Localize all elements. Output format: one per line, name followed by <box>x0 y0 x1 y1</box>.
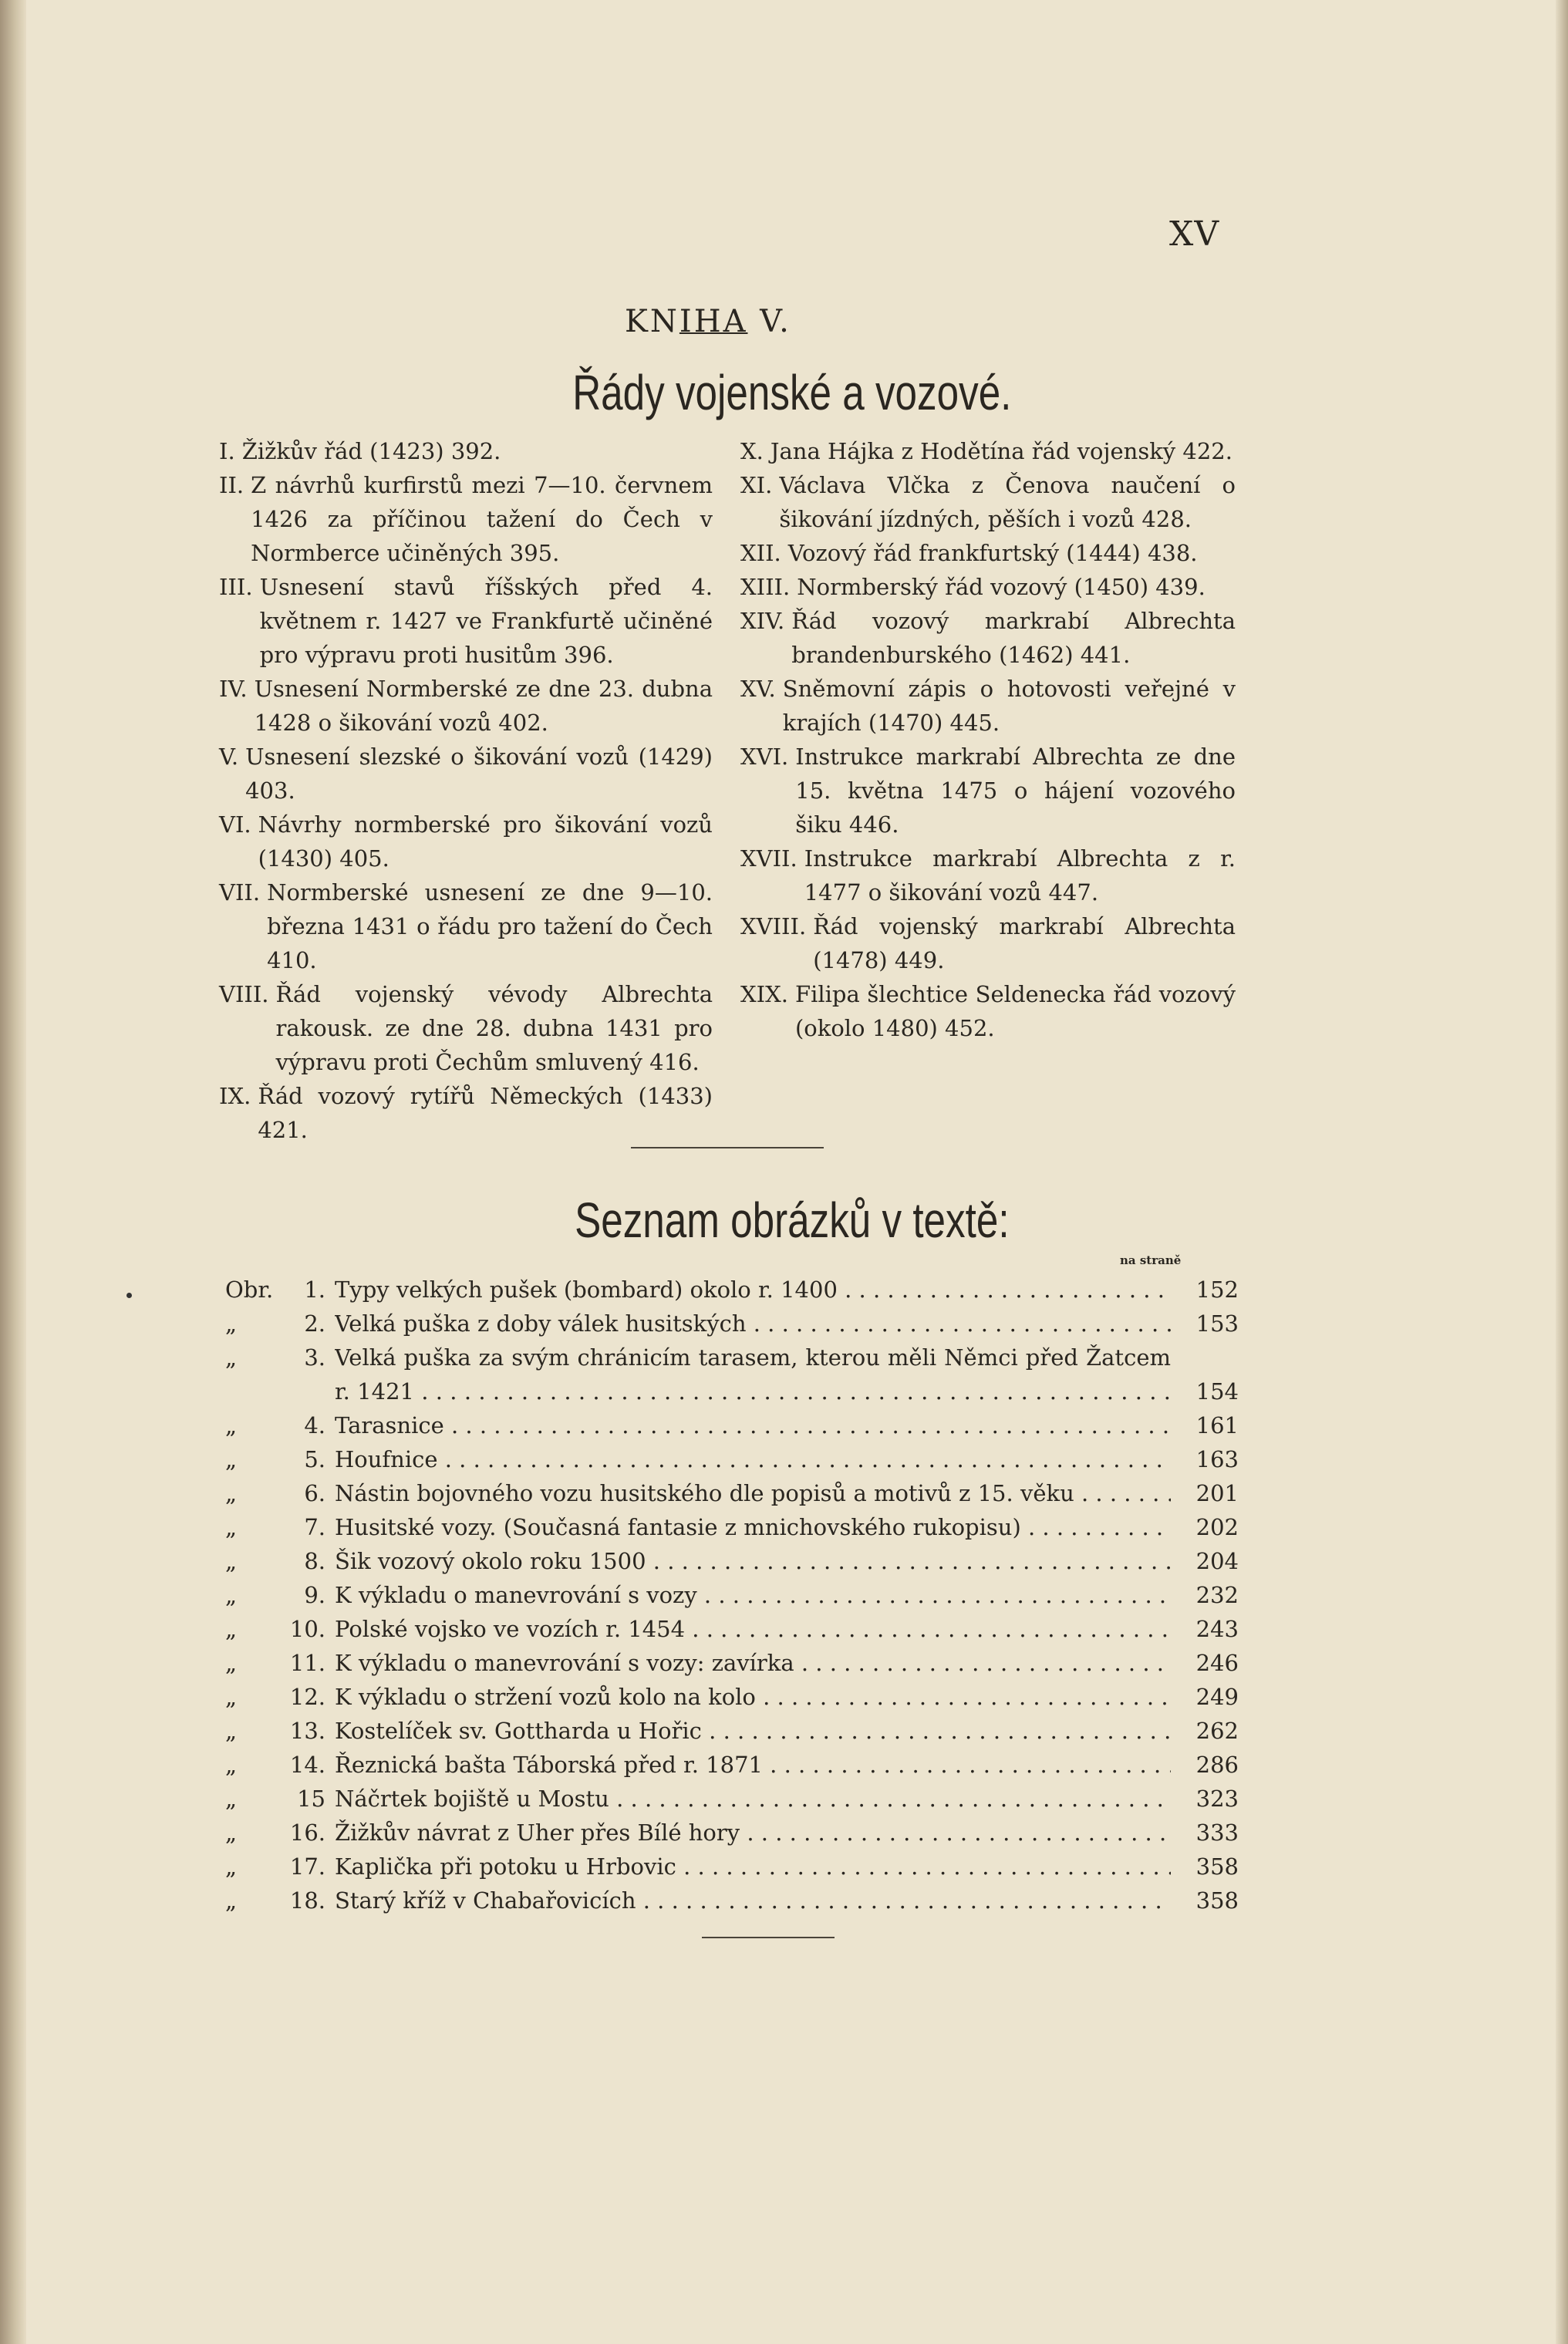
figure-number: 2. <box>304 1310 325 1337</box>
page-edge-shadow <box>1556 0 1568 2344</box>
figure-title: Šik vozový okolo roku 1500 . . . <box>335 1544 1171 1578</box>
figure-number: 8. <box>304 1548 325 1574</box>
figure-title: Starý kříž v Chabařovicích . . . <box>335 1884 1171 1917</box>
order-number: XIII. <box>740 574 791 600</box>
figure-row <box>225 1273 1239 1307</box>
figure-page: 262 <box>1195 1718 1239 1744</box>
figure-row <box>225 1476 1239 1510</box>
order-text: Vozový řád frankfurtský (1444) 438. <box>787 540 1198 566</box>
figure-number: 13. <box>289 1718 325 1744</box>
end-divider <box>702 1937 835 1938</box>
order-text: Řád vozový rytířů Německých (1433) 421. <box>258 1083 713 1143</box>
figure-number: 16. <box>289 1820 325 1846</box>
book-heading-suffix: V. <box>747 304 791 339</box>
figure-title: Kaplička při potoku u Hrbovic . . . <box>335 1850 1171 1884</box>
figure-row <box>225 1341 1239 1408</box>
order-item <box>740 909 1236 977</box>
figure-number: 14. <box>289 1752 325 1778</box>
order-number: X. <box>740 438 764 464</box>
figure-number: 10. <box>289 1616 325 1642</box>
order-item <box>219 468 713 570</box>
figure-prefix: „ <box>225 1310 238 1337</box>
figure-prefix: „ <box>225 1514 238 1540</box>
figure-page: 286 <box>1195 1752 1239 1778</box>
order-text: Instrukce markrabí Albrechta z r. 1477 o šikování vozů 447. <box>804 845 1236 906</box>
figure-page: 323 <box>1195 1786 1239 1812</box>
figure-title: K výkladu o manevrování s vozy: zavírka . . . <box>335 1646 1171 1680</box>
figure-page: 152 <box>1195 1277 1239 1303</box>
order-item <box>219 570 713 672</box>
figure-row <box>225 1646 1239 1680</box>
order-item <box>219 434 713 468</box>
figure-number: 4. <box>304 1412 325 1438</box>
figure-prefix: „ <box>225 1887 238 1914</box>
section-title: Řády vojenské a vozové. <box>572 365 1012 420</box>
figure-number: 3. <box>304 1344 325 1371</box>
figure-title: Náčrtek bojiště u Mostu . . . <box>335 1782 1171 1816</box>
figure-number: 9. <box>304 1582 325 1608</box>
order-item <box>740 536 1236 570</box>
order-number: XII. <box>740 540 781 566</box>
figure-number: 15 <box>297 1786 325 1812</box>
figure-title: Kostelíček sv. Gottharda u Hořic . . . <box>335 1714 1171 1748</box>
order-number: IX. <box>219 1083 251 1109</box>
section-divider <box>631 1147 824 1148</box>
figure-row <box>225 1850 1239 1884</box>
order-item <box>219 1079 713 1147</box>
order-text: Usnesení Normberské ze dne 23. dubna 1428 o šikování vozů 402. <box>254 676 713 736</box>
figure-page: 358 <box>1195 1887 1239 1914</box>
figure-title: Polské vojsko ve vozích r. 1454 . . . <box>335 1612 1171 1646</box>
order-number: V. <box>219 744 239 770</box>
order-item <box>740 672 1236 740</box>
page-number: XV <box>1169 214 1220 254</box>
figure-title: Žižkův návrat z Uher přes Bílé hory . . . <box>335 1816 1171 1850</box>
figure-row <box>225 1307 1239 1341</box>
figure-prefix: „ <box>225 1412 238 1438</box>
order-number: III. <box>219 574 253 600</box>
figure-number: 11. <box>289 1650 325 1676</box>
order-item <box>219 672 713 740</box>
figure-page: 153 <box>1195 1310 1239 1337</box>
figure-page: 246 <box>1195 1650 1239 1676</box>
figure-title: Nástin bojovného vozu husitského dle popisů a motivů z 15. věku . . . <box>335 1476 1171 1510</box>
order-text: Václava Vlčka z Čenova naučení o šikování jízdných, pěších i vozů 428. <box>779 472 1236 532</box>
figure-title: Houfnice . . . <box>335 1442 1171 1476</box>
order-item <box>219 977 713 1079</box>
figure-page: 333 <box>1195 1820 1239 1846</box>
order-text: Normberské usnesení ze dne 9—10. března 1431 o řádu pro tažení do Čech 410. <box>267 879 713 973</box>
order-item <box>219 740 713 808</box>
figure-page: 358 <box>1195 1853 1239 1880</box>
figure-number: 17. <box>289 1853 325 1880</box>
book-heading <box>625 304 791 339</box>
order-number: XVIII. <box>740 913 807 939</box>
order-number: XIX. <box>740 981 788 1007</box>
figure-page: 161 <box>1195 1412 1239 1438</box>
figure-prefix: „ <box>225 1820 238 1846</box>
figure-row <box>225 1510 1239 1544</box>
figure-number: 5. <box>304 1446 325 1472</box>
order-text: Sněmovní zápis o hotovosti veřejné v krajích (1470) 445. <box>782 676 1236 736</box>
figure-title: Velká puška z doby válek husitských . . . <box>335 1307 1171 1341</box>
figure-prefix: „ <box>225 1684 238 1710</box>
order-text: Normberský řád vozový (1450) 439. <box>797 574 1206 600</box>
figure-prefix: „ <box>225 1446 238 1472</box>
book-heading-prefix: KN <box>625 304 679 339</box>
order-item <box>740 841 1236 909</box>
figure-prefix: „ <box>225 1650 238 1676</box>
figure-title: Tarasnice . . . <box>335 1408 1171 1442</box>
order-number: II. <box>219 472 244 498</box>
orders-left-column <box>219 434 713 1147</box>
order-text: Usnesení slezské o šikování vozů (1429) 403. <box>245 744 713 804</box>
figure-row <box>225 1578 1239 1612</box>
order-number: I. <box>219 438 235 464</box>
order-text: Řád vojenský vévody Albrechta rakousk. ze dne 28. dubna 1431 pro výpravu proti Čechům smluvený 416. <box>275 981 713 1075</box>
figure-row <box>225 1714 1239 1748</box>
figure-title: Řeznická bašta Táborská před r. 1871 . . . <box>335 1748 1171 1782</box>
order-item <box>740 604 1236 672</box>
figure-number: 6. <box>304 1480 325 1506</box>
order-item <box>740 977 1236 1045</box>
order-number: XVI. <box>740 744 789 770</box>
order-item <box>740 468 1236 536</box>
figure-page: 204 <box>1195 1548 1239 1574</box>
order-number: VIII. <box>219 981 269 1007</box>
figure-prefix: „ <box>225 1853 238 1880</box>
order-item <box>740 434 1236 468</box>
order-item <box>219 808 713 875</box>
figures-title: Seznam obrázků v textě: <box>575 1192 1010 1248</box>
order-text: Filipa šlechtice Seldenecka řád vozový (okolo 1480) 452. <box>794 981 1236 1041</box>
page-column-label: na straně <box>1120 1253 1182 1267</box>
figure-number: 7. <box>304 1514 325 1540</box>
figure-title: K výkladu o stržení vozů kolo na kolo . . . <box>335 1680 1171 1714</box>
figure-row <box>225 1816 1239 1850</box>
order-text: Žižkův řád (1423) 392. <box>241 438 501 464</box>
figure-title: K výkladu o manevrování s vozy . . . <box>335 1578 1171 1612</box>
order-number: XI. <box>740 472 773 498</box>
figure-page: 202 <box>1195 1514 1239 1540</box>
figure-number: 18. <box>289 1887 325 1914</box>
figure-row <box>225 1408 1239 1442</box>
order-number: XVII. <box>740 845 797 872</box>
order-number: XV. <box>740 676 776 702</box>
book-heading-underlined: IHA <box>679 304 748 339</box>
figure-title: Typy velkých pušek (bombard) okolo r. 1400 . . . <box>335 1273 1171 1307</box>
figure-row <box>225 1442 1239 1476</box>
figure-page: 154 <box>1195 1378 1239 1405</box>
figure-list <box>225 1273 1239 1917</box>
figure-row <box>225 1748 1239 1782</box>
order-text: Usnesení stavů říšských před 4. květnem r. 1427 ve Frankfurtě učiněné pro výpravu proti husitům 396. <box>259 574 713 668</box>
order-text: Řád vojenský markrabí Albrechta (1478) 449. <box>813 913 1236 973</box>
figure-page: 249 <box>1195 1684 1239 1710</box>
order-text: Řád vozový markrabí Albrechta brandenburského (1462) 441. <box>791 608 1236 668</box>
book-binding-shadow <box>0 0 26 2344</box>
figure-number: 1. <box>304 1277 325 1303</box>
order-text: Jana Hájka z Hodětína řád vojenský 422. <box>770 438 1232 464</box>
figure-prefix: „ <box>225 1344 238 1371</box>
figure-prefix: „ <box>225 1786 238 1812</box>
figure-title: Husitské vozy. (Současná fantasie z mnichovského rukopisu) . . . <box>335 1510 1171 1544</box>
figure-prefix: „ <box>225 1718 238 1744</box>
order-number: IV. <box>219 676 248 702</box>
order-text: Z návrhů kurfirstů mezi 7—10. červnem 1426 za příčinou tažení do Čech v Normberce učiněných 395. <box>251 472 713 566</box>
figure-row <box>225 1782 1239 1816</box>
figure-title: Velká puška za svým chránicím tarasem, kterou měli Němci před Žatcem r. 1421 . . . <box>335 1341 1171 1408</box>
figure-page: 201 <box>1195 1480 1239 1506</box>
order-text: Instrukce markrabí Albrechta ze dne 15. května 1475 o hájení vozového šiku 446. <box>795 744 1236 838</box>
figure-number: 12. <box>289 1684 325 1710</box>
figure-page: 243 <box>1195 1616 1239 1642</box>
figure-row <box>225 1680 1239 1714</box>
figure-page: 232 <box>1195 1582 1239 1608</box>
figure-prefix: „ <box>225 1752 238 1778</box>
figure-prefix: „ <box>225 1582 238 1608</box>
order-number: XIV. <box>740 608 785 634</box>
figure-prefix: „ <box>225 1548 238 1574</box>
figure-prefix: Obr. <box>225 1277 274 1303</box>
figure-row <box>225 1612 1239 1646</box>
order-item <box>740 570 1236 604</box>
figure-prefix: „ <box>225 1480 238 1506</box>
order-item <box>740 740 1236 841</box>
figure-prefix: „ <box>225 1616 238 1642</box>
order-text: Návrhy normberské pro šikování vozů (1430) 405. <box>258 811 713 872</box>
figure-row <box>225 1544 1239 1578</box>
orders-right-column <box>740 434 1236 1045</box>
order-number: VI. <box>219 811 251 838</box>
order-number: VII. <box>219 879 261 906</box>
figure-row <box>225 1884 1239 1917</box>
figure-page: 163 <box>1195 1446 1239 1472</box>
print-speck <box>126 1293 132 1298</box>
order-item <box>219 875 713 977</box>
